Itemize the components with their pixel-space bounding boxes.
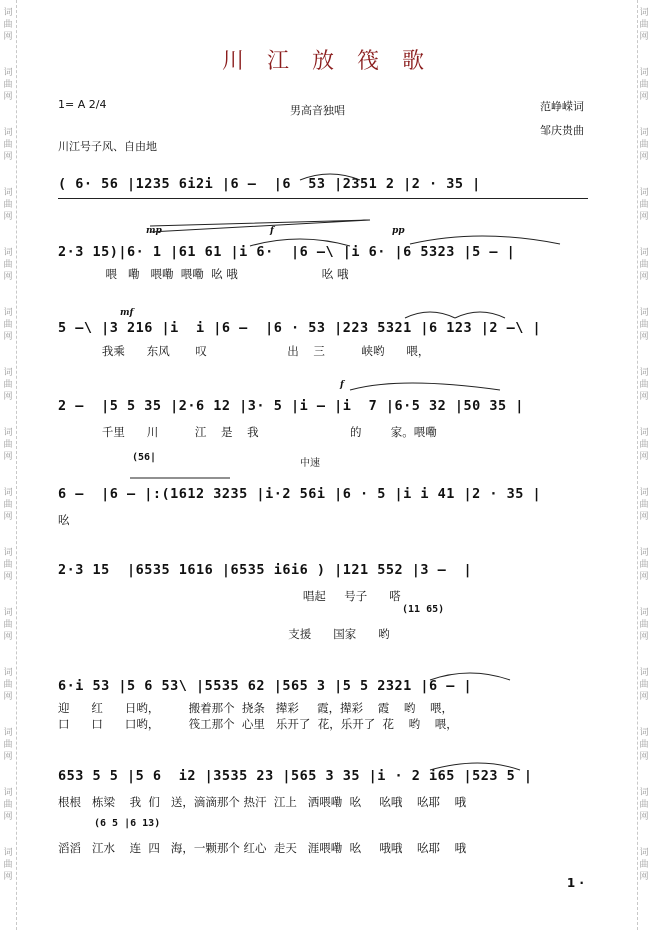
watermark-glyph: 曲: [639, 320, 649, 330]
watermark-glyph: 曲: [639, 560, 649, 570]
staff-row-2: 2·3 15)|6· 1 |61 61 |i 6· |6 –\ |i 6· |6 5323 |5 – |: [58, 244, 516, 260]
watermark-glyph: 词: [3, 548, 13, 558]
slur: [405, 312, 455, 318]
watermark-glyph: 网: [3, 392, 13, 402]
crescendo-hairpin: [150, 220, 370, 232]
staff-row-1: ( 6· 56 |1235 6i2i |6 – |6 53 |2351 2 |2 · 35 |: [58, 176, 481, 192]
watermark-glyph: 网: [639, 632, 649, 642]
watermark-glyph: 词: [639, 788, 649, 798]
watermark-glyph: 曲: [3, 80, 13, 90]
watermark-glyph: 网: [639, 452, 649, 462]
slur: [250, 239, 350, 246]
staff-row-6: 2·3 15 |6535 1616 |6535 i6i6 ) |121 552 |3 – |: [58, 562, 473, 578]
watermark-glyph: 网: [639, 872, 649, 882]
dynamic-f2: f: [340, 380, 344, 390]
lyric-row-2: 喂 嘞 喂嘞 喂嘞 吆 哦 吆 哦: [58, 267, 349, 281]
watermark-glyph: 词: [3, 788, 13, 798]
watermark-glyph: 网: [639, 212, 649, 222]
watermark-glyph: 曲: [639, 800, 649, 810]
watermark-glyph: 曲: [3, 560, 13, 570]
watermark-glyph: 网: [3, 692, 13, 702]
watermark-glyph: 曲: [639, 860, 649, 870]
watermark-glyph: 曲: [3, 440, 13, 450]
watermark-glyph: 网: [3, 812, 13, 822]
alt-bracket-65-613: (6 5 |6 13): [94, 818, 161, 829]
watermark-glyph: 曲: [639, 620, 649, 630]
watermark-glyph: 词: [3, 248, 13, 258]
slur: [430, 673, 510, 680]
lyric-row-6a: 唱起 号子 嗒: [58, 589, 401, 603]
lyric-row-7a: 迎 红 日哟， 搬着那个 挠条 撵彩 霞，撵彩 霞 哟 喂，: [58, 701, 454, 715]
staff-row-3: 5 –\ |3 216 |i i |6 – |6 · 53 |223 5321 |6 123 |2 –\ |: [58, 320, 542, 336]
watermark-glyph: 词: [639, 8, 649, 18]
watermark-glyph: 网: [639, 392, 649, 402]
watermark-glyph: 词: [639, 848, 649, 858]
slur: [430, 763, 520, 770]
performer-label: 男高音独唱: [290, 104, 345, 117]
watermark-glyph: 曲: [639, 260, 649, 270]
watermark-glyph: 曲: [639, 140, 649, 150]
watermark-glyph: 网: [639, 692, 649, 702]
lyric-row-8b: 滔滔 江水 连 四 海，一颗那个 红心 走天 涯喂嘞 吆 哦哦 吆耶 哦: [58, 841, 467, 855]
watermark-glyph: 网: [3, 332, 13, 342]
staff-row-4: 2 – |5 5 35 |2·6 12 |3· 5 |i – |i 7 |6·5 32 |50 35 |: [58, 398, 524, 414]
watermark-glyph: 曲: [639, 200, 649, 210]
lyric-row-5: 吆: [58, 513, 70, 527]
watermark-glyph: 曲: [3, 680, 13, 690]
staff-row-8: 653 5 5 |5 6 i2 |3535 23 |565 3 35 |i · 2 i65 |523 5 |: [58, 768, 533, 784]
watermark-glyph: 网: [3, 272, 13, 282]
watermark-glyph: 词: [3, 368, 13, 378]
slur: [455, 312, 505, 318]
lyric-row-3: 我乘 东风 叹 出 三 峡哟 喂，: [58, 344, 430, 358]
watermark-glyph: 词: [3, 488, 13, 498]
watermark-glyph: 曲: [3, 140, 13, 150]
slur: [350, 383, 500, 390]
watermark-glyph: 曲: [639, 500, 649, 510]
watermark-glyph: 网: [639, 272, 649, 282]
lyric-row-4: 千里 川 江 是 我 的 家。喂嘞: [58, 425, 437, 439]
watermark-glyph: 词: [639, 728, 649, 738]
watermark-glyph: 词: [639, 188, 649, 198]
watermark-glyph: 网: [639, 812, 649, 822]
watermark-glyph: 网: [639, 512, 649, 522]
watermark-glyph: 网: [639, 572, 649, 582]
watermark-glyph: 网: [3, 212, 13, 222]
tempo-mark: 中速: [300, 458, 320, 469]
watermark-glyph: 曲: [3, 800, 13, 810]
watermark-glyph: 词: [639, 488, 649, 498]
watermark-glyph: 网: [3, 632, 13, 642]
watermark-glyph: 曲: [639, 80, 649, 90]
watermark-glyph: 曲: [639, 440, 649, 450]
staff-row-5: 6 – |6 – |:(1612 3235 |i·2 56i |6 · 5 |i i 41 |2 · 35 |: [58, 486, 542, 502]
lyric-row-6b: 支援 国家 哟: [58, 627, 390, 641]
time-signature: 2/4: [88, 98, 107, 111]
watermark-glyph: 词: [639, 548, 649, 558]
watermark-glyph: 词: [3, 428, 13, 438]
watermark-glyph: 曲: [3, 200, 13, 210]
watermark-glyph: 词: [3, 728, 13, 738]
watermark-glyph: 词: [3, 8, 13, 18]
alt-bracket-56: (56|: [132, 452, 157, 463]
watermark-glyph: 网: [639, 92, 649, 102]
watermark-glyph: 网: [3, 92, 13, 102]
watermark-glyph: 词: [639, 68, 649, 78]
watermark-glyph: 词: [3, 668, 13, 678]
watermark-glyph: 词: [639, 608, 649, 618]
song-title: 川 江 放 筏 歌: [222, 49, 432, 74]
watermark-glyph: 词: [3, 608, 13, 618]
watermark-glyph: 网: [3, 32, 13, 42]
dynamic-mf: mf: [120, 308, 134, 318]
watermark-glyph: 网: [639, 332, 649, 342]
page-number: 1 ·: [566, 876, 584, 890]
watermark-glyph: 曲: [3, 620, 13, 630]
lyricist-label: 范峥嵘词: [540, 100, 584, 113]
alt-bracket-11-65: (11 65): [402, 604, 445, 615]
watermark-glyph: 词: [639, 368, 649, 378]
watermark-glyph: 网: [3, 572, 13, 582]
key-signature: 1= A 2/4: [58, 98, 107, 111]
watermark-glyph: 网: [639, 32, 649, 42]
dynamic-pp: pp: [392, 226, 405, 236]
lyric-row-7b: 口 口 口哟， 筏工那个 心里 乐开了 花，乐开了 花 哟 喂，: [58, 717, 458, 731]
watermark-glyph: 词: [639, 248, 649, 258]
watermark-glyph: 网: [3, 752, 13, 762]
watermark-glyph: 曲: [3, 20, 13, 30]
watermark-glyph: 网: [639, 152, 649, 162]
staff-row-7: 6·i 53 |5 6 53\ |5535 62 |565 3 |5 5 2321 |6 – |: [58, 678, 473, 694]
watermark-glyph: 网: [3, 512, 13, 522]
watermark-glyph: 曲: [639, 380, 649, 390]
watermark-glyph: 曲: [3, 380, 13, 390]
composer-label: 邹庆贵曲: [540, 124, 584, 137]
watermark-glyph: 词: [3, 848, 13, 858]
watermark-glyph: 曲: [639, 740, 649, 750]
watermark-glyph: 词: [3, 188, 13, 198]
lyric-row-8a: 根根 栋梁 我 们 送，滴滴那个 热汗 江上 洒喂嘞 吆 吆哦 吆耶 哦: [58, 795, 467, 809]
watermark-glyph: 词: [3, 128, 13, 138]
watermark-glyph: 网: [3, 452, 13, 462]
watermark-glyph: 曲: [639, 680, 649, 690]
slur: [300, 174, 360, 180]
watermark-glyph: 曲: [3, 860, 13, 870]
watermark-glyph: 词: [639, 308, 649, 318]
dynamic-mp: mp: [146, 226, 162, 236]
watermark-glyph: 词: [639, 668, 649, 678]
dynamic-f: f: [270, 226, 274, 236]
watermark-glyph: 网: [3, 872, 13, 882]
style-note: 川江号子风、自由地: [58, 140, 157, 153]
watermark-glyph: 词: [639, 128, 649, 138]
watermark-glyph: 词: [3, 308, 13, 318]
watermark-glyph: 曲: [3, 500, 13, 510]
watermark-glyph: 曲: [3, 260, 13, 270]
slur: [410, 236, 560, 244]
watermark-glyph: 词: [639, 428, 649, 438]
watermark-glyph: 曲: [639, 20, 649, 30]
watermark-glyph: 曲: [3, 740, 13, 750]
watermark-glyph: 网: [3, 152, 13, 162]
watermark-glyph: 曲: [3, 320, 13, 330]
watermark-glyph: 词: [3, 68, 13, 78]
watermark-glyph: 网: [639, 752, 649, 762]
